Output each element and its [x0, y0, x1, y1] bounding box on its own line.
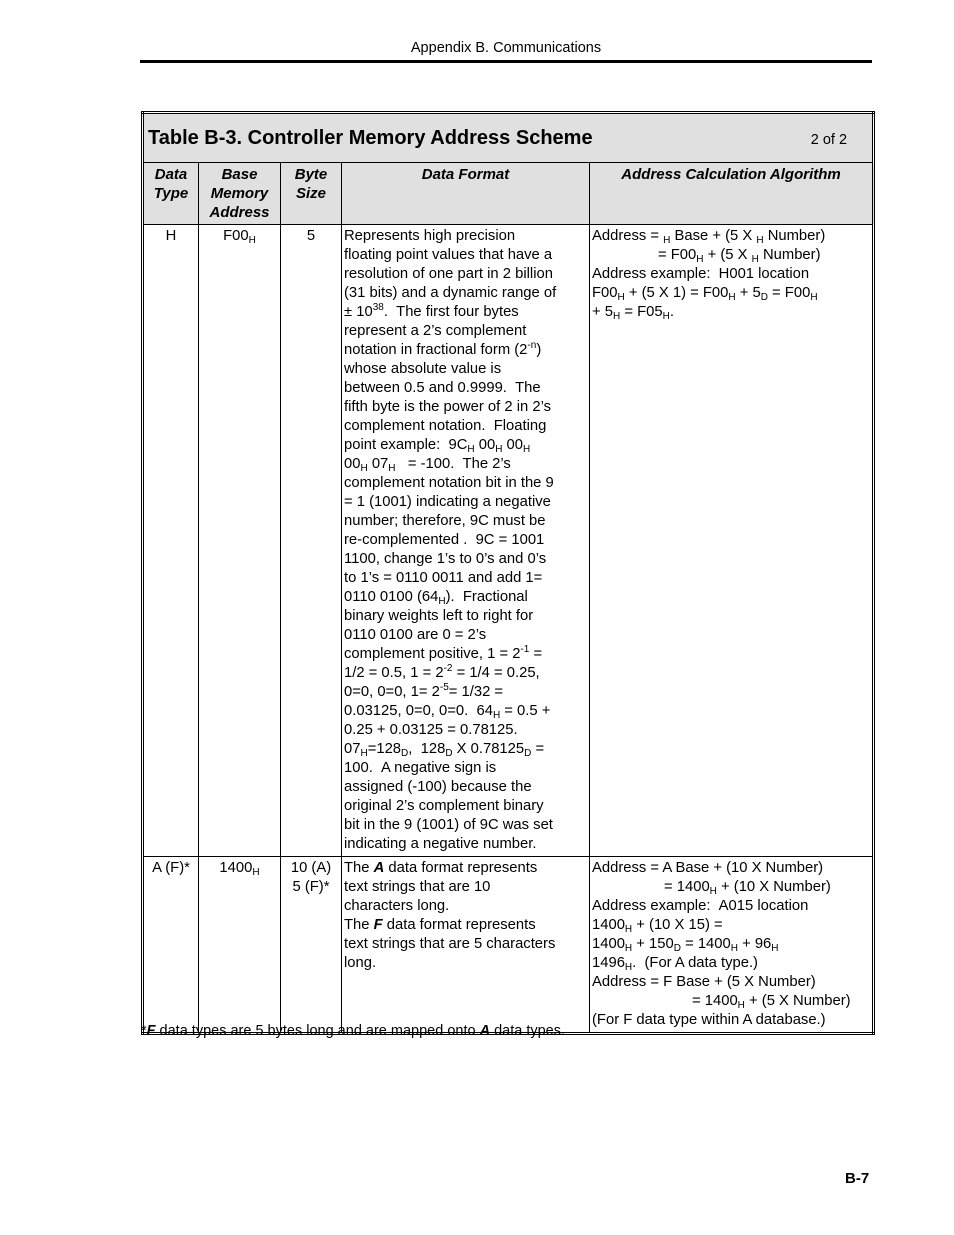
cell-address-algorithm: Address = $_H$ Base + (5 X $_H$ Number) = $F00_H + (5$ X $_H$ Number) Address example: H001 location $F00_H + (5$ X $1) = F00_H + 5_D = F00_H$ + $5_H = F05_H$.	[590, 225, 874, 857]
cell-data-format: The A data format represents text strings that are 10 characters long. The F data format represents text strings that are 5 characters long.	[342, 857, 590, 1034]
cell-byte-size: 10 (A) 5 (F)*	[281, 857, 342, 1034]
table-row	[143, 225, 874, 857]
col-header-base-memory-address: Base Memory Address	[199, 163, 281, 225]
table-footnote: *F data types are 5 bytes long and are mapped onto A data types.	[141, 1023, 566, 1039]
cell-address-algorithm: Address = A Base + (10 X Number) = $1400_H + (10$ X Number) Address example: A015 location $1400_H + (10$ X 15) = $1400_H + 150_D = 1400_H + 96_H$ $1496_H$. (For A data type.) Address = F Base + (5 X Number) = $1400_H + (5$ X Number) (For F data type within A database.)	[590, 857, 874, 1034]
table-row	[143, 857, 874, 1034]
page-number: B-7	[845, 1170, 870, 1187]
memory-address-table	[141, 111, 875, 1035]
cell-base-address: $F00_H$	[199, 225, 281, 857]
cell-byte-size: 5	[281, 225, 342, 857]
table-title: Table B-3. Controller Memory Address Scheme	[148, 127, 593, 149]
running-header: Appendix B. Communications	[410, 40, 602, 56]
col-header-address-algorithm: Address Calculation Algorithm	[590, 163, 874, 225]
table-page-indicator: 2 of 2	[810, 132, 848, 148]
cell-base-address: $1400_H$	[199, 857, 281, 1034]
col-header-data-format: Data Format	[342, 163, 590, 225]
cell-data-format: Represents high precision floating point values that have a resolution of one part in 2 billion (31 bits) and a dynamic range of ± $10^{38}$. The first four bytes represent a 2’s complement notation in fractional form $(2^{-n})$ whose absolute value is between 0.5 and 0.9999. The fifth byte is the power of 2 in 2’s complement notation. Floating point example: $9C_H$ $00_H$ $00_H$ $00_H$ $07_H = -100$. The 2’s complement notation bit in the 9 = 1 (1001) indicating a negative number; therefore, 9C must be re-complemented . 9C = 1001 1100, change 1’s to 0’s and 0’s to 1’s = 0110 0011 and add 1= 0110 0100 $(64_H)$. Fractional binary weights left to right for 0110 0100 are 0 = 2’s complement positive, $1 = 2^{-1}$ = 1/2 = 0.5, $1 = 2^{-2} = 1/4 = 0.25$, 0=0, 0=0, $1= 2^{-5}= 1/32$ = 0.03125, 0=0, 0=0. $64_H = 0.5$ + 0.25 + 0.03125 = 0.78125. $07_H=128_D$, $128_D$ X $0.78125_D$ = 100. A negative sign is assigned (-100) because the original 2’s complement binary bit in the 9 (1001) of 9C was set indicating a negative number.	[342, 225, 590, 857]
column-header-row	[143, 163, 874, 225]
table-title-row	[143, 113, 874, 163]
col-header-byte-size: Byte Size	[281, 163, 342, 225]
cell-data-type: A (F)*	[143, 857, 199, 1034]
col-header-data-type: Data Type	[143, 163, 199, 225]
cell-data-type: H	[143, 225, 199, 857]
header-rule	[140, 60, 872, 63]
